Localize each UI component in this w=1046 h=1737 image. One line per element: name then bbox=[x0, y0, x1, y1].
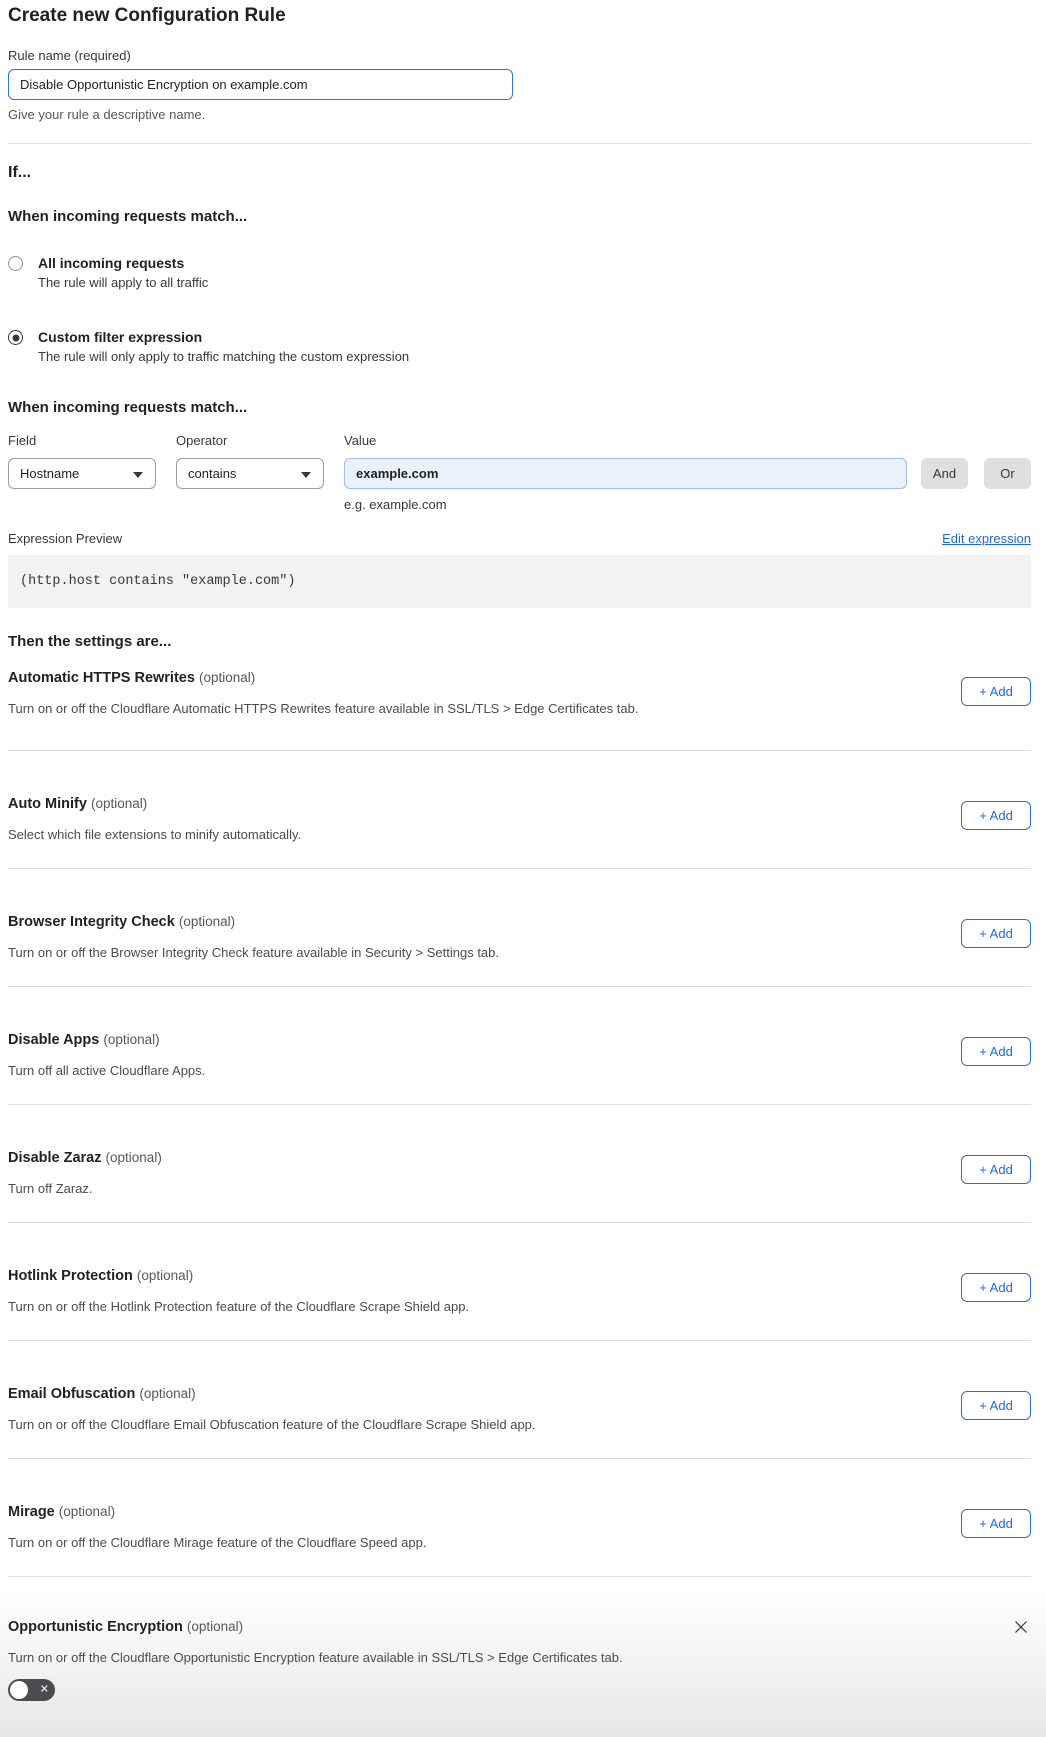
setting-optional-label: (optional) bbox=[139, 1386, 196, 1401]
radio-all-incoming-label: All incoming requests bbox=[38, 255, 185, 271]
if-heading: If... bbox=[8, 164, 32, 181]
expression-code: (http.host contains "example.com") bbox=[20, 574, 296, 589]
setting-name: Automatic HTTPS Rewrites bbox=[8, 670, 195, 686]
setting-description: Turn off all active Cloudflare Apps. bbox=[8, 1063, 206, 1078]
operator-label: Operator bbox=[176, 433, 228, 448]
setting-optional-label: (optional) bbox=[186, 1619, 244, 1634]
close-button[interactable] bbox=[1013, 1619, 1029, 1635]
add-button[interactable]: + Add bbox=[961, 1155, 1031, 1184]
and-button[interactable]: And bbox=[921, 458, 968, 489]
page-title: Create new Configuration Rule bbox=[8, 5, 286, 26]
setting-browser-integrity-check bbox=[8, 869, 1031, 987]
radio-all-incoming[interactable] bbox=[8, 256, 23, 271]
field-select[interactable] bbox=[8, 458, 156, 489]
radio-row-custom-filter[interactable] bbox=[8, 328, 1031, 365]
setting-description: Turn on or off the Cloudflare Email Obfuscation feature of the Cloudflare Scrape Shield app. bbox=[8, 1417, 536, 1432]
setting-description: Turn off Zaraz. bbox=[8, 1181, 93, 1196]
setting-name: Mirage bbox=[8, 1504, 55, 1520]
expression-preview-box bbox=[8, 555, 1031, 608]
expression-builder-row bbox=[8, 433, 1031, 513]
or-button[interactable]: Or bbox=[984, 458, 1031, 489]
field-select-value: Hostname bbox=[20, 466, 80, 481]
field-label: Field bbox=[8, 433, 37, 448]
setting-automatic-https-rewrites bbox=[8, 651, 1031, 751]
expression-preview-label: Expression Preview bbox=[8, 531, 123, 546]
setting-name: Email Obfuscation bbox=[8, 1386, 136, 1402]
setting-name: Browser Integrity Check bbox=[8, 914, 175, 930]
setting-description: Turn on or off the Cloudflare Opportunistic Encryption feature available in SSL/TLS > Edge Certificates tab. bbox=[8, 1650, 623, 1665]
setting-optional-label: (optional) bbox=[136, 1268, 194, 1283]
setting-description: Turn on or off the Hotlink Protection feature of the Cloudflare Scrape Shield app. bbox=[8, 1299, 470, 1314]
setting-hotlink-protection bbox=[8, 1223, 1031, 1341]
rule-name-label: Rule name (required) bbox=[8, 48, 131, 63]
setting-optional-label: (optional) bbox=[90, 796, 148, 811]
setting-description: Select which file extensions to minify automatically. bbox=[8, 827, 302, 842]
setting-optional-label: (optional) bbox=[103, 1032, 160, 1047]
setting-opportunistic-encryption bbox=[8, 1577, 1031, 1720]
setting-name: Auto Minify bbox=[8, 796, 87, 812]
radio-all-incoming-description: The rule will apply to all traffic bbox=[38, 275, 209, 290]
radio-custom-filter-description: The rule will only apply to traffic matching the custom expression bbox=[38, 349, 410, 364]
close-icon bbox=[1013, 1619, 1029, 1635]
setting-disable-apps bbox=[8, 987, 1031, 1105]
setting-auto-minify bbox=[8, 751, 1031, 869]
chevron-down-icon bbox=[301, 472, 311, 478]
edit-expression-link[interactable]: Edit expression bbox=[942, 531, 1031, 546]
add-button[interactable]: + Add bbox=[961, 919, 1031, 948]
setting-name: Hotlink Protection bbox=[8, 1268, 133, 1284]
value-input[interactable] bbox=[344, 458, 907, 489]
setting-mirage bbox=[8, 1459, 1031, 1577]
divider bbox=[8, 143, 1031, 144]
then-settings-heading: Then the settings are... bbox=[8, 633, 172, 650]
setting-description: Turn on or off the Cloudflare Automatic HTTPS Rewrites feature available in SSL/TLS > Edge Certificates tab. bbox=[8, 701, 639, 716]
setting-name: Disable Zaraz bbox=[8, 1150, 102, 1166]
add-button[interactable]: + Add bbox=[961, 801, 1031, 830]
value-help: e.g. example.com bbox=[344, 497, 447, 512]
setting-optional-label: (optional) bbox=[198, 670, 256, 685]
setting-optional-label: (optional) bbox=[58, 1504, 116, 1519]
setting-description: Turn on or off the Cloudflare Mirage feature of the Cloudflare Speed app. bbox=[8, 1535, 427, 1550]
rule-name-help: Give your rule a descriptive name. bbox=[8, 107, 206, 122]
setting-description: Turn on or off the Browser Integrity Check feature available in Security > Settings tab. bbox=[8, 945, 500, 960]
value-label: Value bbox=[344, 433, 377, 448]
chevron-down-icon bbox=[133, 472, 143, 478]
toggle-knob bbox=[10, 1681, 28, 1699]
setting-optional-label: (optional) bbox=[178, 914, 236, 929]
operator-select[interactable] bbox=[176, 458, 324, 489]
setting-optional-label: (optional) bbox=[105, 1150, 162, 1165]
setting-name: Disable Apps bbox=[8, 1032, 100, 1048]
add-button[interactable]: + Add bbox=[961, 677, 1031, 706]
builder-heading: When incoming requests match... bbox=[8, 399, 248, 416]
radio-row-all-incoming[interactable] bbox=[8, 254, 1031, 291]
match-heading: When incoming requests match... bbox=[8, 208, 248, 225]
radio-custom-filter-label: Custom filter expression bbox=[38, 329, 203, 345]
opportunistic-encryption-toggle[interactable] bbox=[8, 1679, 55, 1701]
operator-select-value: contains bbox=[188, 466, 237, 481]
add-button[interactable]: + Add bbox=[961, 1509, 1031, 1538]
toggle-off-x-icon: ✕ bbox=[39, 1683, 49, 1696]
radio-custom-filter[interactable] bbox=[8, 330, 23, 345]
add-button[interactable]: + Add bbox=[961, 1391, 1031, 1420]
add-button[interactable]: + Add bbox=[961, 1273, 1031, 1302]
setting-name: Opportunistic Encryption bbox=[8, 1619, 183, 1635]
setting-disable-zaraz bbox=[8, 1105, 1031, 1223]
setting-email-obfuscation bbox=[8, 1341, 1031, 1459]
add-button[interactable]: + Add bbox=[961, 1037, 1031, 1066]
rule-name-input[interactable] bbox=[8, 69, 513, 100]
